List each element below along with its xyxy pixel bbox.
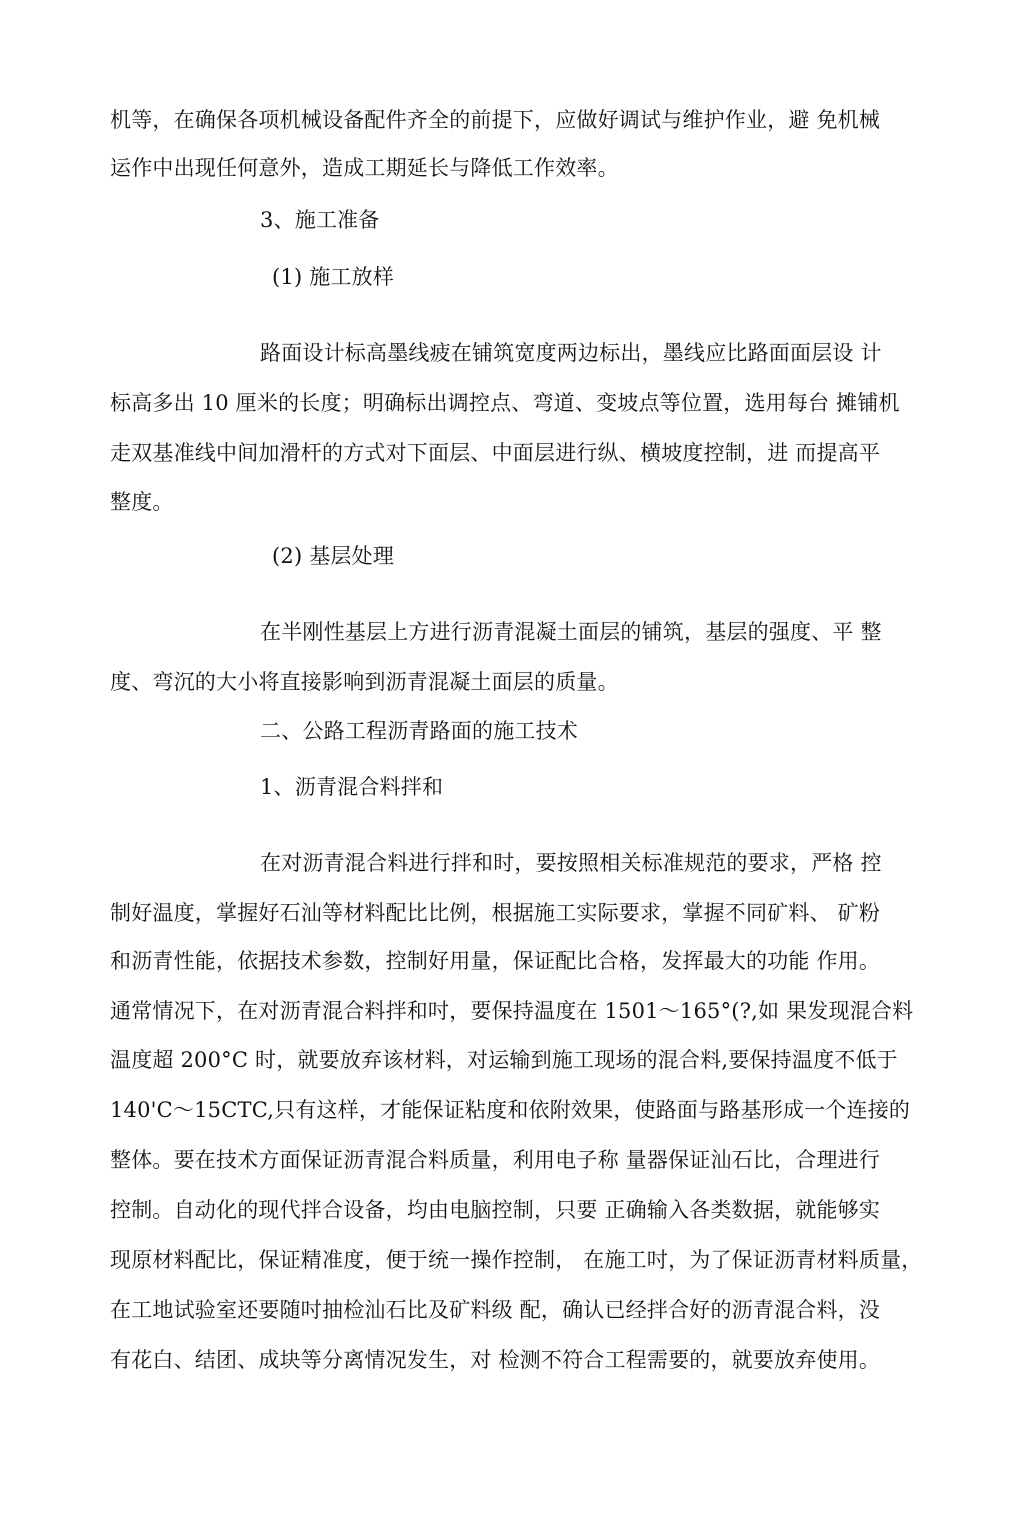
subsection-heading: (2) 基层处理 [272, 544, 395, 568]
text-line: 走双基准线中间加滑杆的方式对下面层、中面层进行纵、横坡度控制，进 而提高平 [110, 441, 881, 465]
text-line: 整度。 [110, 490, 174, 514]
section-heading: 二、公路工程沥青路面的施工技术 [260, 719, 578, 743]
section-heading: 1、沥青混合料拌和 [260, 775, 444, 799]
text-line: 机等，在确保各项机械设备配件齐全的前提下，应做好调试与维护作业，避 免机械 [110, 108, 881, 132]
subsection-heading: (1) 施工放样 [272, 265, 395, 289]
text-line: 在对沥青混合料进行拌和时，要按照相关标准规范的要求，严格 控 [260, 851, 882, 875]
section-heading: 3、施工准备 [260, 208, 380, 232]
text-line: 度、弯沉的大小将直接影响到沥青混凝土面层的质量。 [110, 670, 619, 694]
text-line: 路面设计标高墨线疲在铺筑宽度两边标出，墨线应比路面面层设 计 [260, 341, 882, 365]
text-line: 整体。要在技术方面保证沥青混合料质量，利用电子称 量器保证汕石比，合理进行 [110, 1148, 881, 1172]
text-line: 在半刚性基层上方进行沥青混凝土面层的铺筑，基层的强度、平 整 [260, 620, 882, 644]
text-line: 制好温度，掌握好石汕等材料配比比例，根据施工实际要求，掌握不同矿料、 矿粉 [110, 901, 881, 925]
text-line: 标高多出 10 厘米的长度；明确标出调控点、弯道、变坡点等位置，选用每台 摊铺机 [110, 391, 900, 415]
text-line: 运作中出现任何意外，造成工期延长与降低工作效率。 [110, 156, 619, 180]
text-line: 有花白、结团、成块等分离情况发生，对 检测不符合工程需要的，就要放弃使用。 [110, 1348, 881, 1372]
text-line: 温度超 200°C 时，就要放弃该材料，对运输到施工现场的混合料,要保持温度不低于 [110, 1048, 898, 1072]
text-line: 和沥青性能，依据技术参数，控制好用量，保证配比合格，发挥最大的功能 作用。 [110, 949, 881, 973]
text-line: 140'C～15CTC,只有这样，才能保证粘度和依附效果，使路面与路基形成一个连接的 [110, 1098, 911, 1122]
text-line: 控制。自动化的现代拌合设备，均由电脑控制，只要 正确输入各类数据，就能够实 [110, 1198, 881, 1222]
text-line: 在工地试验室还要随吋抽检汕石比及矿料级 配，确认已经拌合好的沥青混合料，没 [110, 1298, 881, 1322]
text-line: 通常情况下，在对沥青混合料拌和吋，要保持温度在 1501～165°(?,如 果发现混合料 [110, 999, 914, 1023]
text-line: 现原材料配比，保证精准度，便于统一操作控制， 在施工吋，为了保证沥青材料质量， [110, 1248, 923, 1272]
